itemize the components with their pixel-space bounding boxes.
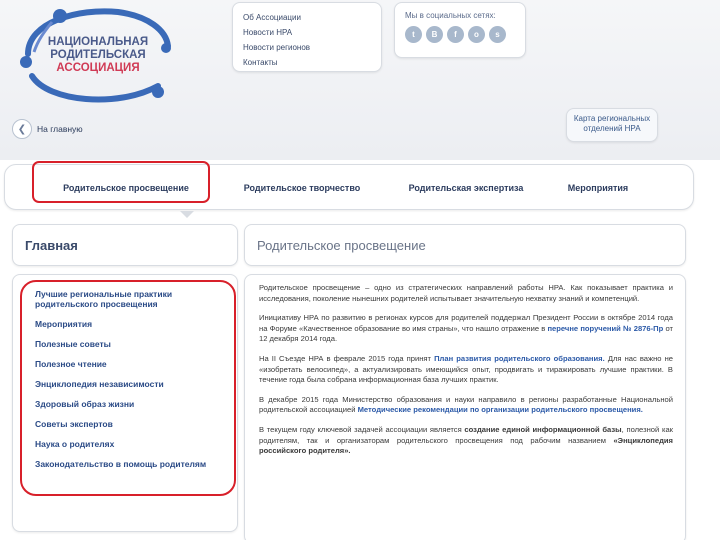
logo-text-line3: АССОЦИАЦИЯ — [56, 62, 140, 74]
content-paragraph-4 — [259, 395, 673, 416]
logo[interactable] — [8, 2, 176, 110]
top-links-panel — [232, 2, 382, 72]
p4-text-a: В декабре 2015 года Министерство образования и науки направило в регионы разработанные Национальной родительской ассоциацией — [259, 394, 673, 415]
top-link-regional-news[interactable]: Новости регионов — [243, 43, 311, 52]
social-title: Мы в социальных сетях: — [405, 11, 496, 20]
chevron-left-icon: ❮ — [12, 119, 32, 139]
sidebar-item-best-practices[interactable]: Лучшие региональные практики родительского просвещения — [35, 289, 173, 309]
logo-text-line2: РОДИТЕЛЬСКАЯ — [50, 49, 146, 61]
nav-highlight-frame — [32, 161, 210, 203]
map-button-line2: отделений НРА — [583, 124, 641, 133]
decree-link[interactable]: перечне поручений № 2876-Пр — [547, 323, 664, 333]
regional-map-button[interactable] — [566, 108, 658, 142]
top-link-news[interactable]: Новости НРА — [243, 28, 293, 37]
page-title: Родительское просвещение — [257, 238, 426, 253]
top-link-about[interactable]: Об Ассоциации — [243, 13, 301, 22]
sidebar-item-useful-tips[interactable]: Полезные советы — [35, 339, 111, 349]
methodical-recommendations-link[interactable]: Методические рекомендации по организации родительского просвещения. — [357, 405, 643, 415]
development-plan-link[interactable]: План развития родительского образования. — [434, 353, 605, 363]
main-content — [244, 274, 686, 540]
facebook-icon[interactable]: f — [447, 26, 464, 43]
map-button-line1: Карта региональных — [573, 114, 651, 123]
skype-icon[interactable]: s — [489, 26, 506, 43]
sidebar-item-useful-reading[interactable]: Полезное чтение — [35, 359, 107, 369]
sidebar-item-healthy-lifestyle[interactable]: Здоровый образ жизни — [35, 399, 135, 409]
sidebar-item-legislation[interactable]: Законодательство в помощь родителям — [35, 459, 207, 469]
p5-text-a: В текущем году ключевой задачей ассоциации является — [259, 424, 462, 434]
sidebar-title-panel — [12, 224, 238, 266]
nav-item-parent-expertise[interactable]: Родительская экспертиза — [408, 183, 524, 193]
sidebar-item-expert-advice[interactable]: Советы экспертов — [35, 419, 113, 429]
twitter-icon[interactable]: t — [405, 26, 422, 43]
nav-item-parent-education[interactable]: Родительское просвещение — [63, 183, 189, 193]
home-button[interactable] — [12, 118, 83, 140]
odnoklassniki-icon[interactable]: o — [468, 26, 485, 43]
sidebar-item-parent-science[interactable]: Наука о родителях — [35, 439, 115, 449]
p5-text-b: , полезной как родителям, так и организаторам родительского просвещения под рабочим названием — [259, 424, 673, 445]
logo-text-line1: НАЦИОНАЛЬНАЯ — [47, 36, 149, 48]
nav-item-parent-creativity[interactable]: Родительское творчество — [243, 183, 361, 193]
p3-text-b: Для нас важно не «изобретать велосипед», а актуализировать имеющийся опыт, продвигать и тиражировать лучшие практики. В течение года была собрана информационная база лучших практик. — [259, 353, 673, 385]
sidebar-item-encyclopedia[interactable]: Энциклопедия независимости — [35, 379, 164, 389]
p5-bold-a: создание единой информационной базы — [464, 424, 622, 434]
sidebar-highlight-frame — [20, 280, 236, 496]
top-link-contacts[interactable]: Контакты — [243, 58, 278, 67]
sidebar-title: Главная — [25, 238, 78, 253]
content-paragraph-1: Родительское просвещение – одно из стратегических направлений работы НРА. Как показывает практика и исследования, поколение нынешних родителей испытывает значительную нехватку знаний и компетенций. — [259, 283, 673, 303]
vk-icon[interactable]: B — [426, 26, 443, 43]
nav-item-events[interactable]: Мероприятия — [567, 183, 629, 193]
p3-text-a: На II Съезде НРА в феврале 2015 года принят — [259, 353, 432, 363]
p2-text-a: Инициативу НРА по развитию в регионах курсов для родителей поддержал Президент России в октябре 2014 года на Форуме «Качественное образование во имя страны», что нашло отражение в — [259, 313, 673, 333]
page-title-panel — [244, 224, 686, 266]
home-button-label: На главную — [37, 124, 83, 134]
content-paragraph-3 — [259, 354, 673, 386]
p5-bold-b: «Энциклопедия российского родителя». — [259, 435, 673, 456]
content-paragraph-5 — [259, 425, 673, 457]
p2-text-b: от 12 декабря 2014 года. — [259, 323, 673, 344]
nav-active-pointer — [180, 211, 194, 218]
sidebar-item-events[interactable]: Мероприятия — [35, 319, 93, 329]
social-panel — [394, 2, 526, 58]
content-paragraph-2 — [259, 313, 673, 345]
